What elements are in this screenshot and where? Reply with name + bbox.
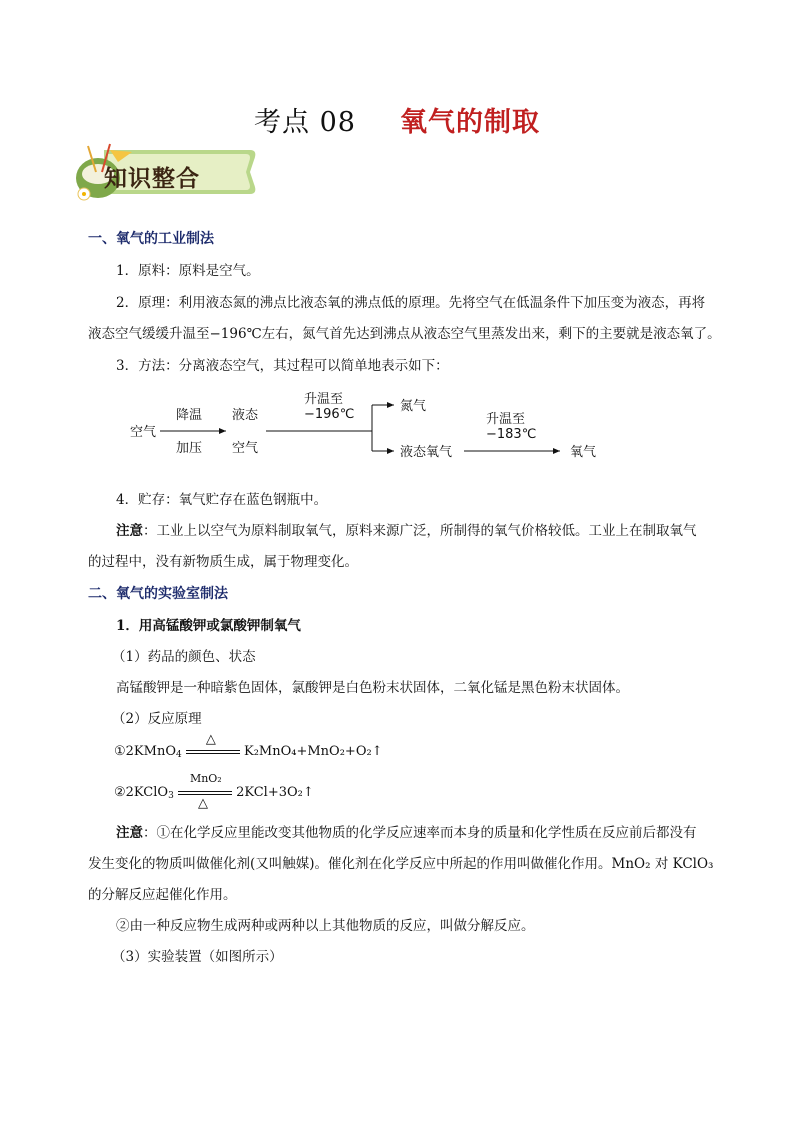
- eq2-reactant: ②2KClO: [114, 785, 169, 800]
- eq1-products: K₂MnO₄+MnO₂+O₂↑: [244, 744, 383, 759]
- item-raw-material: 1．原料：原料是空气。: [116, 263, 260, 279]
- item-apparatus: （3）实验装置（如图所示）: [112, 949, 283, 965]
- equation-kmno4: ①2KMnO$_4$ △ K₂MnO₄+MnO₂+O₂↑: [114, 731, 383, 760]
- diag-air: 空气: [130, 425, 157, 440]
- subheading-kmno4: 1．用高锰酸钾或氯酸钾制氧气: [116, 618, 301, 634]
- lab-note-decomposition: ②由一种反应物生成两种或两种以上其他物质的反应，叫做分解反应。: [116, 918, 535, 934]
- equation-kclo3: ②2KClO$_3$ MnO₂ △ 2KCl+3O₂↑: [114, 771, 314, 811]
- diag-liquid-oxygen: 液态氧气: [400, 445, 453, 460]
- diag-temp1: −196℃: [304, 407, 355, 422]
- item-principle-line1: 2．原理：利用液态氮的沸点比液态氧的沸点低的原理。先将空气在低温条件下加压变为液态，再将: [116, 295, 706, 311]
- diag-oxygen: 氧气: [570, 445, 597, 460]
- separation-flow-diagram: [120, 385, 620, 475]
- reagent-description: 高锰酸钾是一种暗紫色固体，氯酸钾是白色粉末状固体，二氧化锰是黑色粉末状固体。: [116, 680, 629, 696]
- item-method: 3．方法：分离液态空气，其过程可以简单地表示如下：: [116, 358, 449, 374]
- diag-heat1: 升温至: [304, 392, 344, 407]
- diag-heat2: 升温至: [486, 412, 526, 427]
- item-reaction-principle: （2）反应原理: [112, 711, 202, 727]
- diag-nitrogen: 氮气: [400, 399, 427, 414]
- eq2-products: 2KCl+3O₂↑: [236, 785, 314, 800]
- lab-note-line1: [116, 821, 697, 841]
- diag-liquid: 液态: [232, 408, 259, 423]
- item-storage: 4．贮存：氧气贮存在蓝色钢瓶中。: [116, 492, 328, 508]
- delta-icon: △: [197, 795, 208, 811]
- catalyst-label: MnO₂: [189, 771, 222, 785]
- lab-note-line2: 发生变化的物质叫做催化剂(又叫触媒)。催化剂在化学反应中所起的作用叫做催化作用。MnO₂ 对 KClO₃: [88, 856, 714, 872]
- title-number: 考点 08: [254, 107, 356, 138]
- industrial-note-line2: 的过程中，没有新物质生成，属于物理变化。: [88, 554, 358, 570]
- industrial-note-line1: [116, 519, 697, 539]
- section-heading-industrial: 一、氧气的工业制法: [88, 231, 214, 247]
- delta-icon: △: [205, 731, 216, 747]
- diag-press: 加压: [176, 441, 203, 456]
- eq2-condition: [178, 771, 232, 811]
- diag-cool: 降温: [176, 408, 203, 423]
- item-reagent-state: （1）药品的颜色、状态: [112, 649, 256, 665]
- eq1-condition: [186, 731, 240, 759]
- item-principle-line2: 液态空气缓缓升温至−196℃左右，氮气首先达到沸点从液态空气里蒸发出来，剩下的主要就是液态氧了。: [88, 326, 721, 342]
- note-text: ：①在化学反应里能改变其他物质的化学反应速率而本身的质量和化学性质在反应前后都没有: [143, 825, 697, 841]
- section-badge-title: 知识整合: [104, 166, 200, 192]
- note-label: 注意: [116, 523, 143, 539]
- note-text: ：工业上以空气为原料制取氧气，原料来源广泛，所制得的氧气价格较低。工业上在制取氧气: [143, 523, 697, 539]
- diag-air2: 空气: [232, 441, 259, 456]
- eq1-reactant: ①2KMnO: [114, 744, 176, 759]
- section-heading-lab: 二、氧气的实验室制法: [88, 586, 228, 602]
- title-main: 氧气的制取: [399, 107, 540, 138]
- note-label: 注意: [116, 825, 143, 841]
- diag-temp2: −183℃: [486, 427, 537, 442]
- page-title: [0, 100, 794, 139]
- lab-note-line3: 的分解反应起催化作用。: [88, 887, 237, 903]
